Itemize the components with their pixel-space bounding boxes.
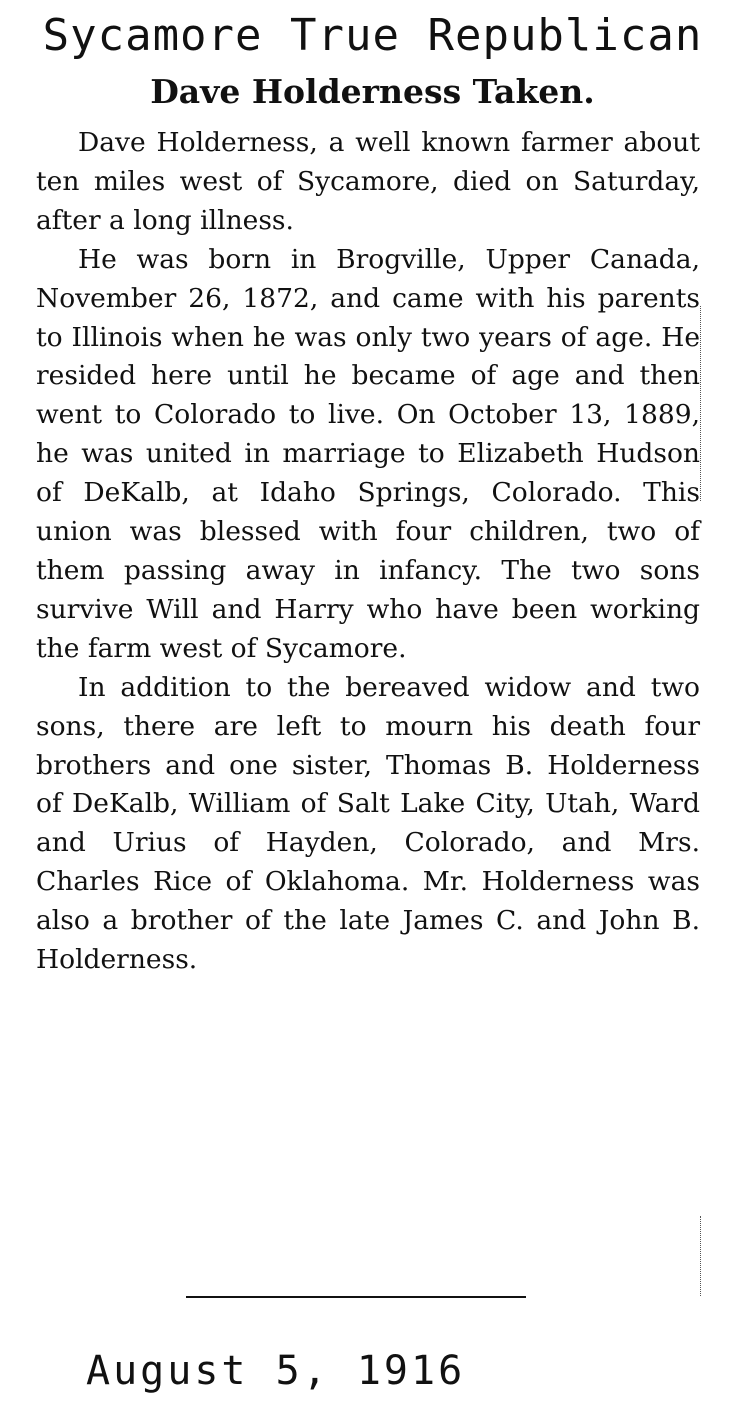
article-paragraph-3: In addition to the bereaved widow and two sons, there are left to mourn his death four brothers and one sister, Thomas B. Holderness of DeKalb, William of Salt Lake City, Utah, Ward and Urius of Hayden, Colorado, and Mrs. Charles Rice of Oklahoma. Mr. Holderness was also a brother of the late James C. and John B. Holderness.: [36, 671, 700, 976]
column-rule-upper: [700, 306, 701, 501]
article-paragraph-1: Dave Holderness, a well known farmer about ten miles west of Sycamore, died on Saturday, after a long illness.: [36, 127, 700, 236]
article-end-rule: [186, 1296, 526, 1298]
column-rule-lower: [700, 1216, 701, 1296]
publication-date: August 5, 1916: [86, 1348, 466, 1394]
masthead-title: Sycamore True Republican: [42, 10, 703, 61]
article-headline: Dave Holderness Taken.: [150, 72, 595, 111]
article-body: [36, 124, 700, 980]
article-paragraph-2: He was born in Brogville, Upper Canada, November 26, 1872, and came with his parents to Illinois when he was only two years of age. He resided here until he became of age and then went to Colorado to live. On October 13, 1889, he was united in marriage to Elizabeth Hudson of DeKalb, at Idaho Springs, Colorado. This union was blessed with four children, two of them passing away in infancy. The two sons survive Will and Harry who have been working the farm west of Sycamore.: [36, 243, 700, 664]
